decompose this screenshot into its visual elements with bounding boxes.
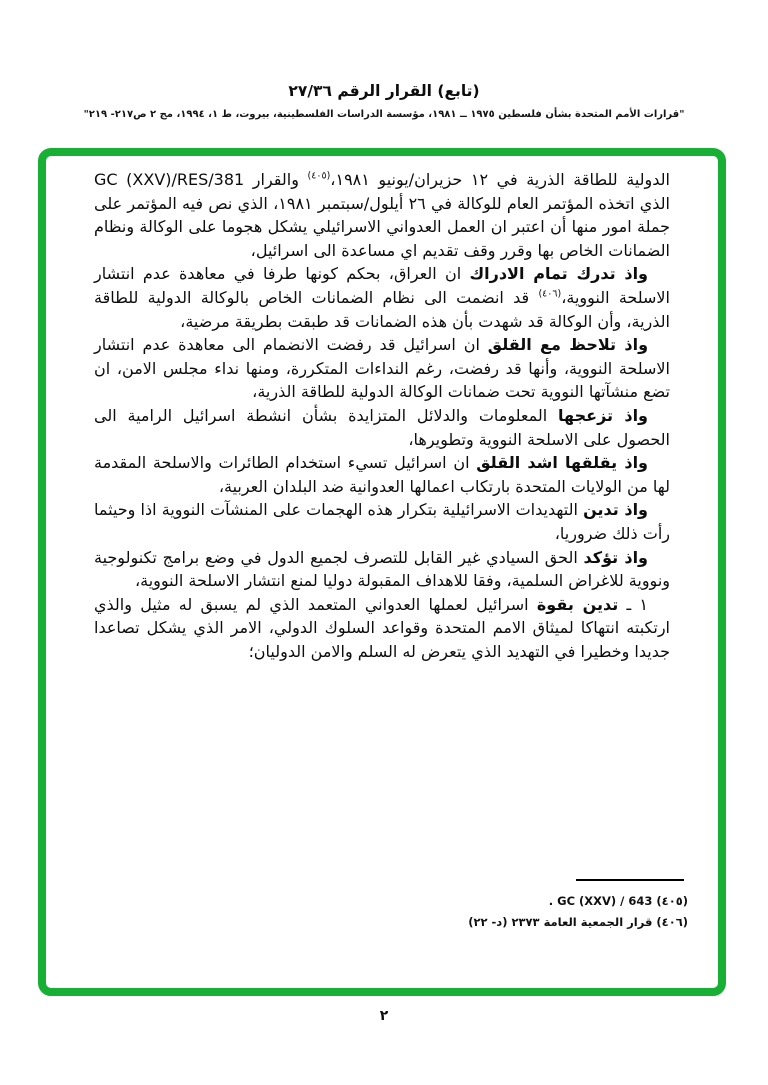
paragraph-text: الحق السيادي غير القابل للتصرف لجميع الدول في وضع برامج تكنولوجية ونووية للاغراض السلمية، وفقا للاهداف المقبولة دوليا لمنع انتشار الاسلحة النووية،: [94, 547, 670, 591]
paragraph-text: والقرار GC (XXV)/RES/381 الذي اتخذه المؤتمر العام للوكالة في ٢٦ أيلول/سبتمبر ١٩٨١، الذي نص فيه المؤتمر على جملة امور منها أن اعتبر ان العمل العدواني الاسرائيلي يشكل هجوما على الوكالة ونظام الضمانات الخاص بها وقرر وقف تقديم اي مساعدة الى اسرائيل،: [94, 170, 671, 260]
footnote-separator-rule: [576, 879, 684, 881]
paragraph: [94, 262, 670, 333]
paragraph: [94, 404, 670, 451]
footnote-list: [358, 891, 688, 933]
footnote-marker: (٤٠٥): [307, 170, 331, 182]
page-number: ٢: [379, 1008, 389, 1024]
paragraph-text: قد انضمت الى نظام الضمانات الخاص بالوكالة الدولية للطاقة الذرية، وأن الوكالة قد شهدت بأن هذه الضمانات قد طبقت بطريقة مرضية،: [94, 287, 670, 331]
footnote-marker: (٤٠٦): [538, 288, 562, 300]
paragraph: [94, 546, 670, 593]
paragraph-text: التهديدات الاسرائيلية بتكرار هذه الهجمات على المنشآت النووية اذا وحيثما رأت ذلك ضروريا،: [94, 500, 670, 543]
paragraph-text: ان اسرائيل تسيء استخدام الطائرات والاسلحة المقدمة لها من الولايات المتحدة بارتكاب اعمالها العدوانية ضد البلدان العربية،: [94, 453, 670, 496]
paragraph-lead: واذ يقلقها اشد القلق: [476, 453, 649, 473]
paragraph-text: اسرائيل لعملها العدواني المتعمد الذي لم يسبق له مثيل والذي ارتكبته انتهاكا لميثاق الامم المتحدة وقواعد السلوك الدولي، الامر الذي يشكل تصاعدا جديدا وخطيرا في التهديد الذي يتعرض له السلم والامن الدوليان؛: [94, 594, 670, 661]
paragraph-lead: واذ تزعجها: [558, 405, 648, 425]
footnote-line: (٤٠٦) قرار الجمعية العامة ٢٣٧٣ (د- ٢٢): [468, 915, 688, 929]
paragraph: [94, 333, 670, 404]
paragraph-text: ١ ـ: [618, 594, 649, 614]
paragraph: [94, 593, 670, 664]
source-citation-line: "قرارات الأمم المتحدة بشأن فلسطين ١٩٧٥ ــ ١٩٨١، مؤسسة الدراسات الفلسطينية، بيروت، ط ١، ١٩٩٤، مج ٢ ص٢١٧- ٢١٩": [83, 109, 685, 120]
paragraph-text: ان العراق، بحكم كونها طرفا في معاهدة عدم انتشار الاسلحة النووية،: [94, 264, 670, 307]
paragraph-text: المعلومات والدلائل المتزايدة بشأن انشطة اسرائيل الرامية الى الحصول على الاسلحة النووية وتطويرها،: [94, 405, 670, 449]
document-body: [94, 168, 670, 663]
resolution-title: (تابع) القرار الرقم ٢٧/٣٦: [288, 82, 480, 100]
green-border-frame: [38, 148, 726, 996]
paragraph-lead: واذ تدرك تمام الادراك: [469, 264, 648, 284]
paragraph-lead: واذ تدين: [583, 500, 649, 520]
paragraph: [94, 498, 670, 545]
paragraph-lead: تدين بقوة: [536, 594, 619, 614]
paragraph-lead: واذ تؤكد: [583, 547, 648, 567]
footnote-block: [358, 872, 688, 933]
paragraph: [94, 451, 670, 498]
paragraph-lead: واذ تلاحظ مع القلق: [487, 335, 649, 355]
paragraph-text: ان اسرائيل قد رفضت الانضمام الى معاهدة عدم انتشار الاسلحة النووية، وأنها قد رفضت، رغم النداءات المتكررة، ومنها نداء مجلس الامن، ان تضع منشآتها النووية تحت ضمانات الوكالة الدولية للطاقة الذرية،: [94, 335, 670, 402]
footnote-line: (٤٠٥) GC (XXV) / 643 .: [548, 894, 688, 908]
paragraph: [94, 168, 670, 262]
paragraph-text: الدولية للطاقة الذرية في ١٢ حزيران/يونيو ١٩٨١،: [330, 170, 670, 189]
